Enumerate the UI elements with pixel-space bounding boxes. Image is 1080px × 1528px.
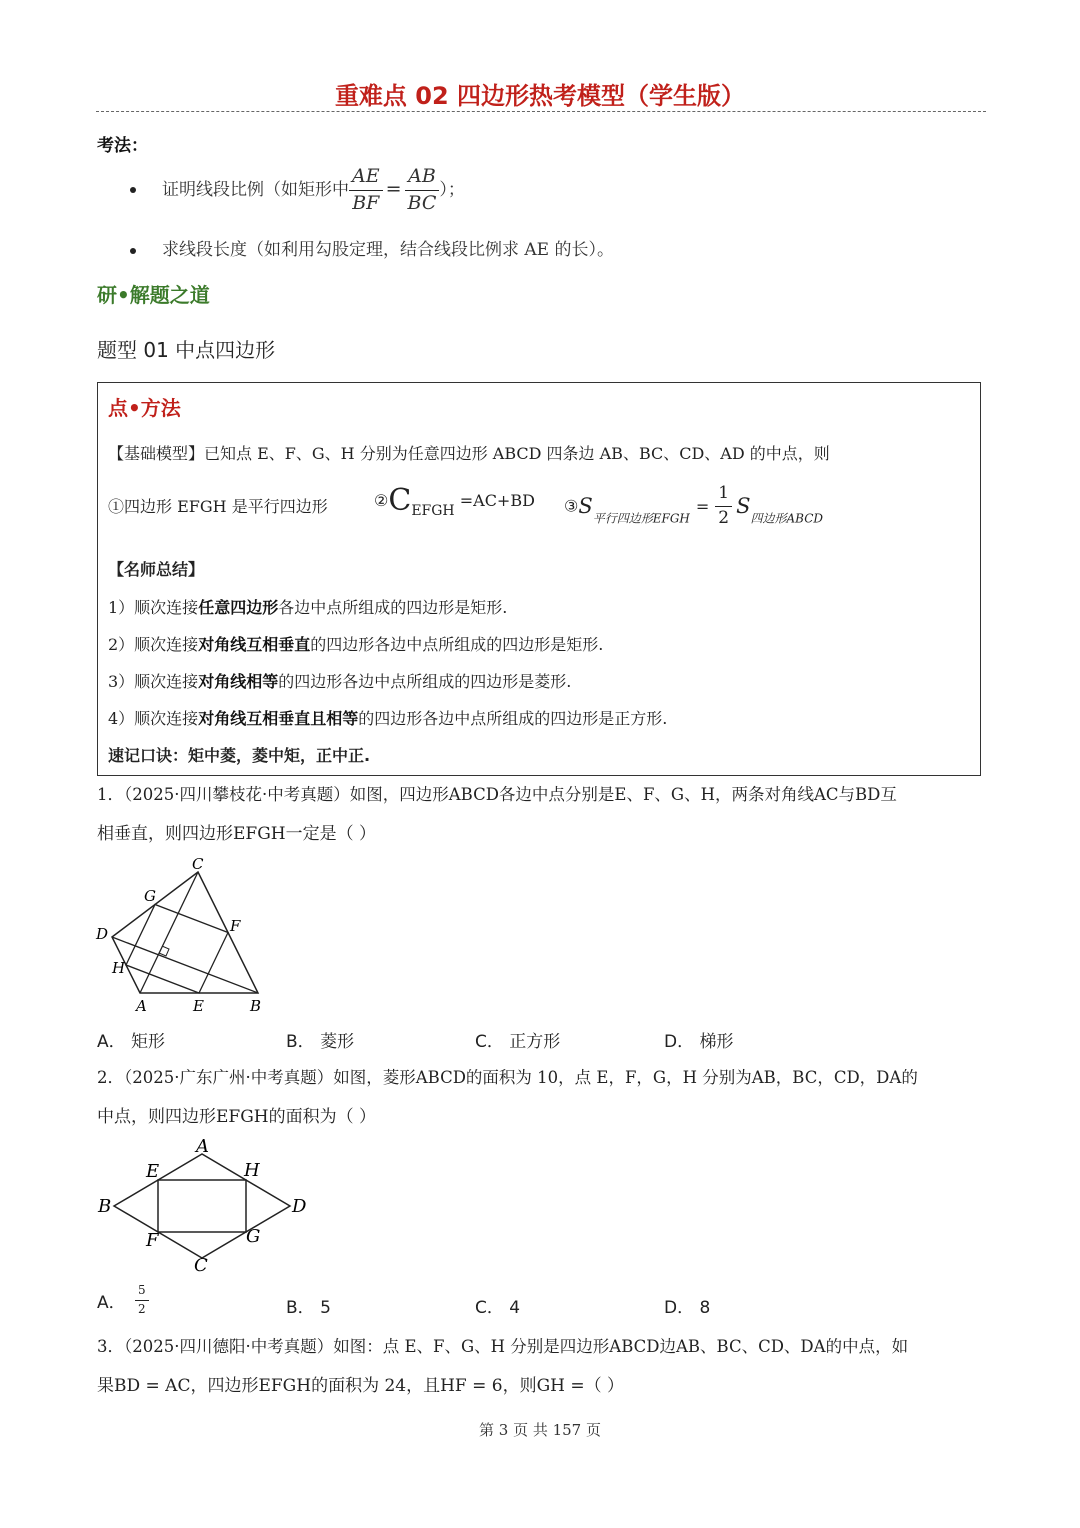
page-footer: 第 3 页 共 157 页 xyxy=(478,1421,601,1439)
q1-option-d[interactable]: D． 梯形 xyxy=(664,1032,734,1052)
fig2-label-c: C xyxy=(194,1255,208,1276)
fig2-label-g: G xyxy=(246,1226,261,1247)
header-divider xyxy=(96,111,986,112)
fraction-ab-bc: $\frac{AB}{BC}$ xyxy=(405,166,440,215)
q1-option-b[interactable]: B． 菱形 xyxy=(286,1032,355,1052)
fig2-label-b: B xyxy=(98,1196,112,1217)
property-2: ②CEFGH =AC+BD xyxy=(374,483,535,519)
bullet-icon xyxy=(130,187,136,193)
property-3: $③S_{平行四边形EFGH}=$ $\frac{1}{2}$ $S_{四边形ABCD}$ xyxy=(564,483,824,528)
q1-option-a[interactable]: A． 矩形 xyxy=(97,1032,166,1052)
fig2-label-f: F xyxy=(146,1230,159,1251)
q2-option-d[interactable]: D． 8 xyxy=(664,1298,711,1318)
rhombus-abcd xyxy=(114,1154,290,1258)
fig1-label-g: G xyxy=(144,887,156,905)
q2-option-a[interactable]: A． $\frac{5}{2}$ xyxy=(97,1284,149,1317)
method-heading: 点•方法 xyxy=(108,396,181,420)
q2-option-c[interactable]: C． 4 xyxy=(475,1298,521,1318)
q2-figure xyxy=(92,1136,322,1276)
property-1: ①四边形 EFGH 是平行四边形 xyxy=(108,497,328,516)
kaofa-bullet-2: 求线段长度（如利用勾股定理，结合线段比例求 AE 的长）。 xyxy=(130,235,614,260)
bullet-icon xyxy=(130,248,136,254)
fig2-label-e: E xyxy=(146,1161,160,1182)
fraction-half: $\frac{1}{2}$ xyxy=(715,484,732,528)
fig2-label-h: H xyxy=(244,1160,260,1181)
q1-line-2: 相垂直，则四边形EFGH一定是（ ） xyxy=(97,824,377,844)
summary-1: 1）顺次连接任意四边形各边中点所组成的四边形是矩形. xyxy=(108,598,508,617)
q2-line-1: 2．（2025·广东广州·中考真题）如图，菱形ABCD的面积为 10，点 E，F，G，H 分别为AB，BC，CD，DA的 xyxy=(97,1068,918,1087)
q1-option-c[interactable]: C． 正方形 xyxy=(475,1032,561,1052)
type-title: 题型 01 中点四边形 xyxy=(97,338,276,362)
fig1-label-a: A xyxy=(136,997,147,1015)
rectangle-efgh xyxy=(158,1180,246,1232)
q2-line-2: 中点，则四边形EFGH的面积为（ ） xyxy=(97,1107,377,1127)
fig2-label-d: D xyxy=(292,1196,307,1217)
page-title: 重难点 02 四边形热考模型（学生版） xyxy=(334,82,746,110)
fraction-ae-bf: $\frac{AE}{BF}$ xyxy=(349,166,383,215)
kaofa-label: 考法： xyxy=(97,136,148,156)
fig1-label-f: F xyxy=(230,917,241,935)
summary-4: 4）顺次连接对角线互相垂直且相等的四边形各边中点所组成的四边形是正方形. xyxy=(108,709,668,728)
fig1-label-c: C xyxy=(192,855,204,873)
fig1-label-e: E xyxy=(193,997,204,1015)
q3-line-1: 3．（2025·四川德阳·中考真题）如图：点 E、F、G、H 分别是四边形ABCD边AB、BC、CD、DA的中点，如 xyxy=(97,1337,909,1356)
q1-figure xyxy=(92,852,272,1018)
summary-3: 3）顺次连接对角线相等的四边形各边中点所组成的四边形是菱形. xyxy=(108,672,572,691)
basic-model: 【基础模型】已知点 E、F、G、H 分别为任意四边形 ABCD 四条边 AB、BC、CD、AD 的中点，则 xyxy=(108,444,830,463)
section-heading: 研•解题之道 xyxy=(97,283,210,307)
summary-2: 2）顺次连接对角线互相垂直的四边形各边中点所组成的四边形是矩形. xyxy=(108,635,604,654)
q1-line-1: 1．（2025·四川攀枝花·中考真题）如图，四边形ABCD各边中点分别是E、F、G、H，两条对角线AC与BD互 xyxy=(97,785,897,804)
fig2-label-a: A xyxy=(196,1136,209,1157)
q3-line-2: 果BD = AC，四边形EFGH的面积为 24，且HF = 6，则GH =（ ） xyxy=(97,1376,625,1396)
q2-option-b[interactable]: B． 5 xyxy=(286,1298,331,1318)
fig1-label-h: H xyxy=(112,959,126,977)
diagonal-bd xyxy=(112,937,258,993)
mnemonic: 速记口诀：矩中菱，菱中矩，正中正. xyxy=(108,746,371,765)
kaofa-bullet-1: 证明线段比例（如矩形中 $\frac{AE}{BF}$ = $\frac{AB}{BC}$ ）； xyxy=(130,166,465,215)
summary-heading: 【名师总结】 xyxy=(108,560,205,579)
fig1-label-b: B xyxy=(250,997,262,1015)
fig1-label-d: D xyxy=(96,925,109,943)
